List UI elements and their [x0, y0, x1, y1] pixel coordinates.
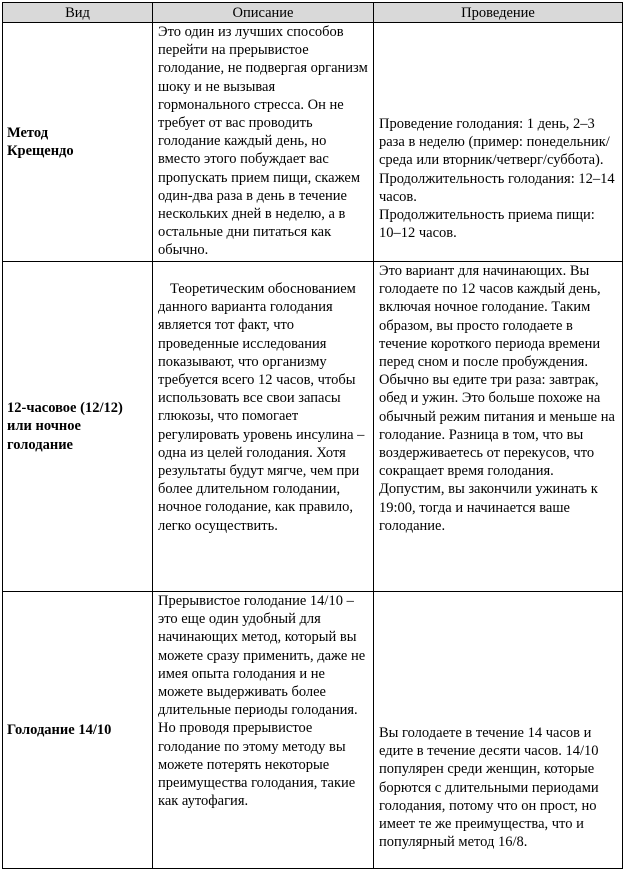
row-procedure	[374, 23, 623, 262]
row-kind-label: Голодание 14/10	[7, 721, 112, 738]
row-kind	[3, 592, 153, 869]
header-procedure: Проведение	[374, 3, 623, 23]
row-procedure-text: Проведение голодания: 1 день, 2–3 раза в неделю (пример: понедельник/среда или вторник/четверг/суббота).	[379, 116, 610, 169]
row-procedure	[374, 262, 623, 592]
header-kind: Вид	[3, 3, 153, 23]
fasting-methods-table	[2, 2, 623, 869]
header-description: Описание	[153, 3, 374, 23]
row-description	[153, 262, 374, 592]
row-procedure-text: Это вариант для начинающих. Вы голодаете по 12 часов каждый день, включая ночное голодание. Таким образом, вы просто голодаете в течение короткого периода времени перед сном и после пробуждения. Обычно вы едите три раза: завтрак, обед и ужин. Это больше похоже на обычный режим питания и меньше на голодание. Разница в том, что вы воздерживаетесь от перекусов, что сокращает время голодания. Допустим, вы закончили ужинать к 19:00, тогда и начинается ваше голодание.	[379, 263, 615, 534]
row-kind	[3, 262, 153, 592]
row-description	[153, 23, 374, 262]
row-kind	[3, 23, 153, 262]
row-description-text: Теоретическим обоснованием данного варианта голодания является тот факт, что проведенные исследования показывают, что организму требуется всего 12 часов, чтобы использовать все свои запасы глюкозы, что помогает регулировать уровень инсулина – одна из целей голодания. Хотя результаты будут мягче, чем при более длительном голодании, ночное голодание, как правило, легко осуществить.	[158, 281, 365, 534]
row-kind-label: 12-часовое (12/12) или ночное голодание	[7, 400, 123, 453]
table-row	[3, 592, 623, 869]
row-procedure-text: Продолжительность приема пищи: 10–12 часов.	[379, 207, 595, 242]
table-header-row	[3, 3, 623, 23]
table-row	[3, 23, 623, 262]
row-procedure	[374, 592, 623, 869]
row-description-text: Прерывистое голодание 14/10 – это еще один удобный для начинающих метод, который вы можете сразу применить, даже не имея опыта голодания и не можете выдерживать более длительные периоды голодания. Но проводя прерывистое голодание по этому методу вы можете потерять некоторые преимущества голодания, такие как аутофагия.	[158, 593, 366, 810]
row-description-text: Это один из лучших способов перейти на прерывистое голодание, не подвергая организм шоку и не вызывая гормонального стресса. Он не требует от вас проводить голодание каждый день, но вместо этого побуждает вас пропускать прием пищи, скажем один-два раза в день в течение нескольких дней в неделю, а в остальные дни питаться как обычно.	[158, 24, 368, 259]
row-kind-label: Метод Крещендо	[7, 124, 74, 159]
row-procedure-text: Продолжительность голодания: 12–14 часов.	[379, 170, 615, 205]
table-row	[3, 262, 623, 592]
row-description	[153, 592, 374, 869]
row-procedure-text: Вы голодаете в течение 14 часов и едите в течение десяти часов. 14/10 популярен среди женщин, которые борются с длительными периодами голодания, потому что он прост, но имеет те же преимущества, что и популярный метод 16/8.	[379, 725, 599, 851]
